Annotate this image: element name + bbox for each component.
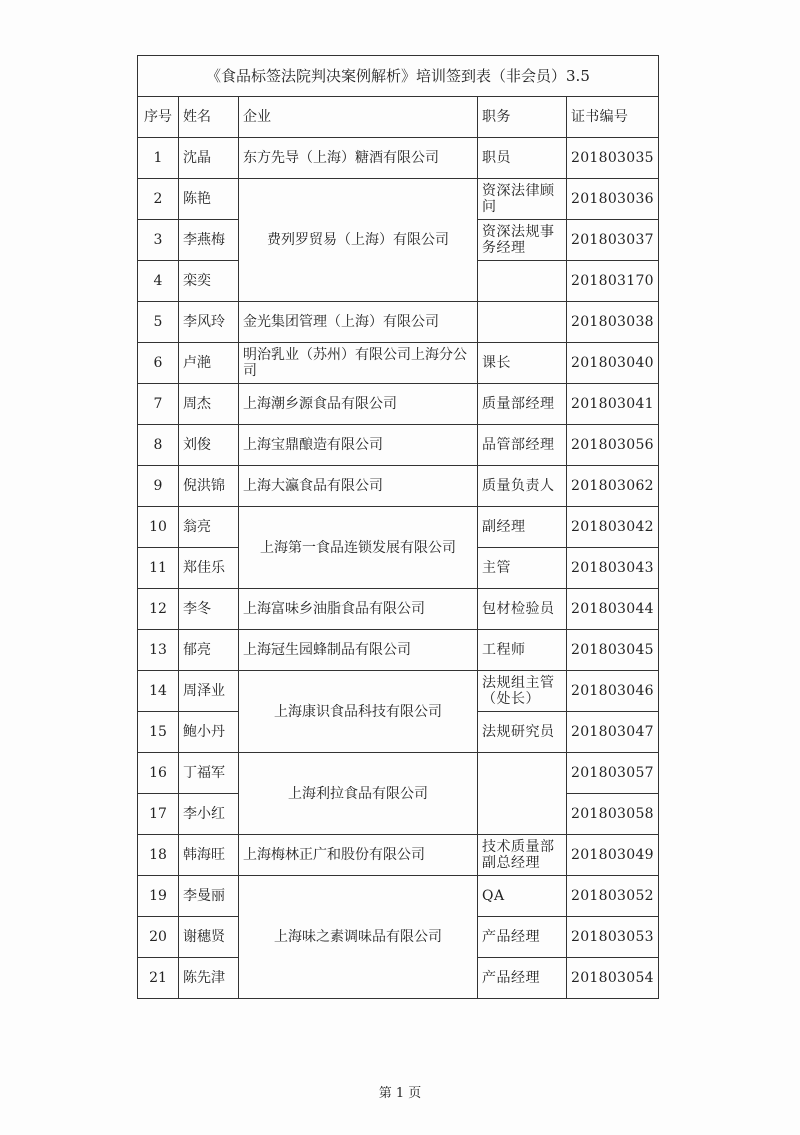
row-name: 翁亮: [179, 507, 239, 548]
row-cert: 201803054: [567, 958, 659, 999]
row-name: 陈艳: [179, 179, 239, 220]
row-company: 上海富味乡油脂食品有限公司: [239, 589, 478, 630]
table-row: [138, 507, 659, 548]
row-cert: 201803043: [567, 548, 659, 589]
row-cert: 201803036: [567, 179, 659, 220]
row-cert: 201803046: [567, 671, 659, 712]
table-row: [138, 589, 659, 630]
row-position: 技术质量部副总经理: [478, 835, 567, 876]
row-no: 15: [138, 712, 179, 753]
row-no: 14: [138, 671, 179, 712]
row-company: 上海潮乡源食品有限公司: [239, 384, 478, 425]
row-company: 上海利拉食品有限公司: [239, 753, 478, 835]
row-company: 上海梅林正广和股份有限公司: [239, 835, 478, 876]
row-no: 21: [138, 958, 179, 999]
row-position: 工程师: [478, 630, 567, 671]
row-position: 课长: [478, 343, 567, 384]
row-name: 李曼丽: [179, 876, 239, 917]
table-row: [138, 630, 659, 671]
row-company: 明治乳业（苏州）有限公司上海分公司: [239, 343, 478, 384]
row-name: 郑佳乐: [179, 548, 239, 589]
row-cert: 201803053: [567, 917, 659, 958]
row-position: 质量负责人: [478, 466, 567, 507]
row-position: QA: [478, 876, 567, 917]
row-cert: 201803170: [567, 261, 659, 302]
table-row: [138, 671, 659, 712]
header-position: 职务: [478, 97, 567, 138]
row-name: 栾奕: [179, 261, 239, 302]
row-no: 7: [138, 384, 179, 425]
row-name: 卢滟: [179, 343, 239, 384]
row-name: 李小红: [179, 794, 239, 835]
row-no: 19: [138, 876, 179, 917]
row-cert: 201803057: [567, 753, 659, 794]
row-cert: 201803042: [567, 507, 659, 548]
row-position: [478, 261, 567, 302]
row-position: 法规组主管（处长）: [478, 671, 567, 712]
row-name: 沈晶: [179, 138, 239, 179]
row-no: 3: [138, 220, 179, 261]
table-row: [138, 876, 659, 917]
row-company: 上海第一食品连锁发展有限公司: [239, 507, 478, 589]
row-cert: 201803038: [567, 302, 659, 343]
row-name: 周杰: [179, 384, 239, 425]
table-row: [138, 302, 659, 343]
row-no: 11: [138, 548, 179, 589]
page-number: 第 1 页: [378, 1086, 422, 1101]
row-cert: 201803049: [567, 835, 659, 876]
table-row: [138, 753, 659, 794]
row-no: 18: [138, 835, 179, 876]
row-cert: 201803047: [567, 712, 659, 753]
row-name: 李风玲: [179, 302, 239, 343]
row-position: 产品经理: [478, 958, 567, 999]
row-position: 法规研究员: [478, 712, 567, 753]
header-row: [138, 97, 659, 138]
row-name: 鲍小丹: [179, 712, 239, 753]
sign-in-table: [137, 55, 659, 999]
row-no: 20: [138, 917, 179, 958]
row-position: [478, 302, 567, 343]
header-no: 序号: [138, 97, 179, 138]
row-name: 刘俊: [179, 425, 239, 466]
row-no: 12: [138, 589, 179, 630]
row-no: 13: [138, 630, 179, 671]
table-row: [138, 343, 659, 384]
row-cert: 201803040: [567, 343, 659, 384]
row-no: 16: [138, 753, 179, 794]
row-name: 周泽业: [179, 671, 239, 712]
row-name: 李冬: [179, 589, 239, 630]
row-cert: 201803035: [567, 138, 659, 179]
row-cert: 201803052: [567, 876, 659, 917]
row-company: 金光集团管理（上海）有限公司: [239, 302, 478, 343]
row-cert: 201803062: [567, 466, 659, 507]
row-position: 质量部经理: [478, 384, 567, 425]
table-row: [138, 138, 659, 179]
table-row: [138, 384, 659, 425]
row-cert: 201803045: [567, 630, 659, 671]
table-row: [138, 466, 659, 507]
row-no: 9: [138, 466, 179, 507]
row-cert: 201803037: [567, 220, 659, 261]
header-cert: 证书编号: [567, 97, 659, 138]
table-row: [138, 835, 659, 876]
row-company: 费列罗贸易（上海）有限公司: [239, 179, 478, 302]
row-no: 6: [138, 343, 179, 384]
table-row: [138, 425, 659, 466]
row-no: 8: [138, 425, 179, 466]
row-company: 东方先导（上海）糖酒有限公司: [239, 138, 478, 179]
table-title: 《食品标签法院判决案例解析》培训签到表（非会员）3.5: [138, 56, 659, 97]
row-no: 10: [138, 507, 179, 548]
row-position: 副经理: [478, 507, 567, 548]
row-position: 资深法规事务经理: [478, 220, 567, 261]
row-cert: 201803044: [567, 589, 659, 630]
row-company: 上海宝鼎酿造有限公司: [239, 425, 478, 466]
header-name: 姓名: [179, 97, 239, 138]
row-no: 4: [138, 261, 179, 302]
row-company: 上海冠生园蜂制品有限公司: [239, 630, 478, 671]
row-cert: 201803058: [567, 794, 659, 835]
row-company: 上海味之素调味品有限公司: [239, 876, 478, 999]
table-row: [138, 179, 659, 220]
row-position: 包材检验员: [478, 589, 567, 630]
row-no: 1: [138, 138, 179, 179]
row-position: 资深法律顾问: [478, 179, 567, 220]
row-position: 主管: [478, 548, 567, 589]
row-no: 2: [138, 179, 179, 220]
row-position: 产品经理: [478, 917, 567, 958]
row-company: 上海大瀛食品有限公司: [239, 466, 478, 507]
row-position: [478, 753, 567, 835]
row-name: 韩海旺: [179, 835, 239, 876]
row-position: 职员: [478, 138, 567, 179]
row-cert: 201803041: [567, 384, 659, 425]
header-company: 企业: [239, 97, 478, 138]
row-name: 李燕梅: [179, 220, 239, 261]
row-cert: 201803056: [567, 425, 659, 466]
row-no: 5: [138, 302, 179, 343]
row-no: 17: [138, 794, 179, 835]
row-name: 陈先津: [179, 958, 239, 999]
row-name: 倪洪锦: [179, 466, 239, 507]
row-name: 谢穗贤: [179, 917, 239, 958]
row-name: 郁亮: [179, 630, 239, 671]
row-position: 品管部经理: [478, 425, 567, 466]
row-company: 上海康识食品科技有限公司: [239, 671, 478, 753]
row-name: 丁福军: [179, 753, 239, 794]
